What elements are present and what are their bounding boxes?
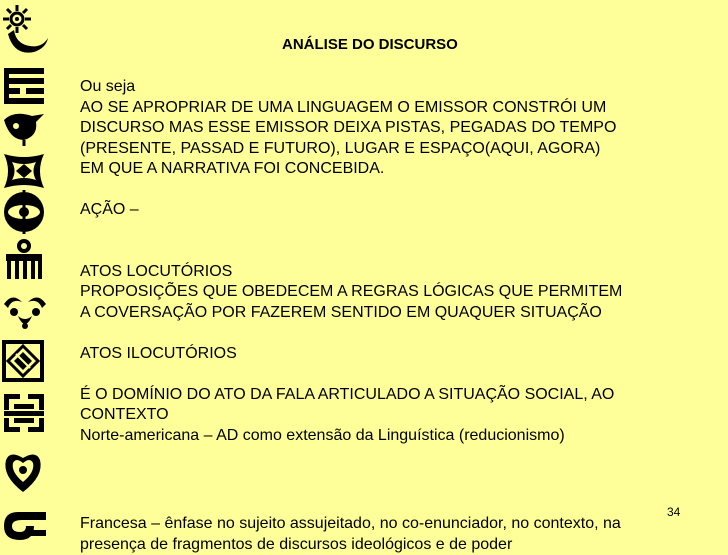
body-line: PROPOSIÇÕES QUE OBEDECEM A REGRAS LÓGICAS QUE PERMITEM [80, 282, 720, 303]
horns-adinkra-icon [2, 292, 48, 332]
body-line: CONTEXTO [80, 405, 720, 426]
diamond-frame-adinkra-icon [2, 340, 48, 382]
slide-title: ANÁLISE DO DISCURSO [282, 36, 458, 53]
ladder-adinkra-icon [2, 68, 48, 108]
page-number: 34 [667, 505, 680, 519]
body-line: (PRESENTE, PASSAD E FUTURO), LUGAR E ESPAÇO(AQUI, AGORA) [80, 139, 720, 160]
adinkra-symbol-sidebar [0, 0, 52, 546]
maze-adinkra-icon [2, 392, 48, 434]
body-line [80, 364, 720, 385]
body-line: Ou seja [80, 77, 720, 98]
body-line: Norte-americana – AD como extensão da Linguística (reducionismo) [80, 426, 720, 447]
body-line: ATOS LOCUTÓRIOS [80, 262, 720, 283]
comb-adinkra-icon [2, 238, 48, 282]
footer-line: presença de fragmentos de discursos ideológicos e de poder [80, 535, 720, 555]
moon-adinkra-icon [4, 20, 50, 56]
eye-circle-adinkra-icon [2, 190, 48, 234]
body-line: DISCURSO MAS ESSE EMISSOR DEIXA PISTAS, PEGADAS DO TEMPO [80, 118, 720, 139]
spiral-adinkra-icon [2, 508, 48, 544]
slide-body [80, 77, 720, 446]
crossed-leaves-adinkra-icon [2, 152, 48, 190]
body-line: A COVERSAÇÃO POR FAZEREM SENTIDO EM QUAQUER SITUAÇÃO [80, 303, 720, 324]
body-line: AO SE APROPRIAR DE UMA LINGUAGEM O EMISSOR CONSTRÓI UM [80, 98, 720, 119]
body-line [80, 241, 720, 262]
slide-footer-text [80, 514, 720, 555]
body-line [80, 323, 720, 344]
body-line: ATOS ILOCUTÓRIOS [80, 344, 720, 365]
heart-adinkra-icon [2, 448, 48, 494]
footer-line: Francesa – ênfase no sujeito assujeitado, no co-enunciador, no contexto, na [80, 514, 720, 535]
body-line [80, 221, 720, 242]
body-line: EM QUE A NARRATIVA FOI CONCEBIDA. [80, 159, 720, 180]
body-line: É O DOMÍNIO DO ATO DA FALA ARTICULADO A SITUAÇÃO SOCIAL, AO [80, 385, 720, 406]
body-line [80, 180, 720, 201]
bird-adinkra-icon [2, 110, 48, 146]
body-line: AÇÃO – [80, 200, 720, 221]
